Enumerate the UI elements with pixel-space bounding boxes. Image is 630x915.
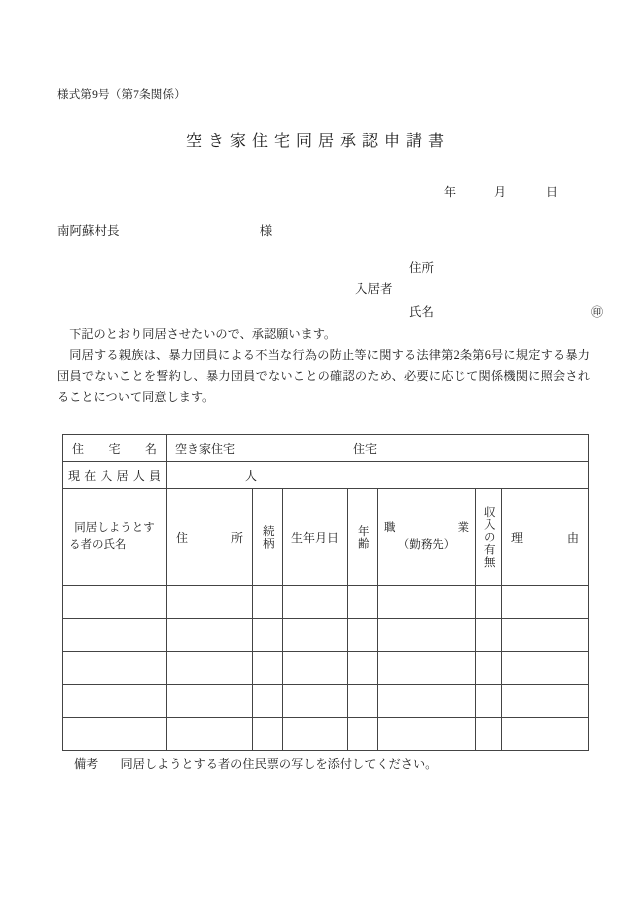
- cell-age[interactable]: [348, 685, 378, 718]
- remarks-line: [62, 755, 437, 772]
- applicant-spacer-row: [355, 279, 595, 301]
- cell-address[interactable]: [167, 718, 253, 751]
- remarks-label: 備考: [74, 757, 99, 771]
- remarks-text: 同居しようとする者の住民票の写しを添付してください。: [120, 757, 438, 771]
- table-column-header-row: [63, 489, 589, 586]
- current-residents-label-char-2: 在: [84, 468, 97, 483]
- cell-income[interactable]: [476, 619, 502, 652]
- cell-age[interactable]: [348, 586, 378, 619]
- housing-name-value-prefix: 空き家住宅: [175, 441, 236, 456]
- applicant-group-label: 入居者: [355, 282, 393, 296]
- body-paragraph-2: 同居する親族は、暴力団員による不当な行為の防止等に関する法律第2条第6号に規定する暴力団員でないことを誓約し、暴力団員でないことの確認のため、必要に応じて関係機関に照会されることについて同意します。: [57, 348, 590, 404]
- column-header-name-line2: [63, 537, 166, 554]
- table-row: [63, 685, 589, 718]
- column-header-name-line2-text: る者の氏名: [69, 539, 127, 551]
- date-month-label: 月: [493, 185, 506, 199]
- cell-occupation[interactable]: [378, 685, 476, 718]
- cell-relation[interactable]: [253, 685, 283, 718]
- cell-birthdate[interactable]: [283, 619, 348, 652]
- column-header-reason: [502, 489, 589, 586]
- cell-occupation[interactable]: [378, 619, 476, 652]
- cell-relation[interactable]: [253, 619, 283, 652]
- current-residents-label-char-5: 人: [132, 468, 145, 483]
- cell-address[interactable]: [167, 586, 253, 619]
- cell-name[interactable]: [63, 685, 167, 718]
- current-residents-label-char-6: 員: [148, 468, 161, 483]
- housing-name-label-char-1: 住: [72, 441, 85, 456]
- cell-income[interactable]: [476, 718, 502, 751]
- cell-reason[interactable]: [502, 619, 589, 652]
- body-paragraph-1: 下記のとおり同居させたいので、承認願います。: [69, 327, 337, 341]
- applicant-address-label: 住所: [409, 261, 435, 275]
- column-header-address-char-1: 住: [176, 530, 189, 545]
- column-header-income: [476, 489, 502, 586]
- column-header-name: [63, 489, 167, 586]
- cell-reason[interactable]: [502, 586, 589, 619]
- current-residents-label-char-4: 居: [116, 468, 129, 483]
- table-row-current-residents: [63, 462, 589, 489]
- table-row: [63, 586, 589, 619]
- housing-name-label-char-3: 名: [144, 441, 157, 456]
- date-line: [444, 183, 558, 200]
- current-residents-value-cell[interactable]: [167, 462, 589, 489]
- housing-name-value-suffix: 住宅: [353, 441, 378, 456]
- date-day-label: 日: [545, 185, 558, 199]
- column-header-occupation-char-2: 業: [457, 522, 469, 534]
- column-header-relation-text: 続柄: [261, 524, 274, 550]
- housing-name-value-cell[interactable]: [167, 435, 589, 462]
- column-header-name-line1: 同居しようとす: [74, 522, 155, 534]
- cell-age[interactable]: [348, 619, 378, 652]
- date-year-label: 年: [443, 185, 456, 199]
- cell-age[interactable]: [348, 718, 378, 751]
- cell-birthdate[interactable]: [283, 685, 348, 718]
- column-header-birthdate-text: 生年月日: [290, 530, 339, 545]
- body-text: [57, 324, 590, 408]
- cell-address[interactable]: [167, 685, 253, 718]
- addressee-line: [57, 221, 272, 239]
- current-residents-label-cell: [63, 462, 167, 489]
- applicant-name-row: [355, 301, 603, 323]
- column-header-age-text: 年齢: [356, 524, 369, 550]
- cell-income[interactable]: [476, 586, 502, 619]
- cell-relation[interactable]: [253, 652, 283, 685]
- column-header-address: [167, 489, 253, 586]
- cell-name[interactable]: [63, 718, 167, 751]
- cell-name[interactable]: [63, 652, 167, 685]
- current-residents-label-char-1: 現: [68, 468, 81, 483]
- column-header-birthdate: [283, 489, 348, 586]
- cell-occupation[interactable]: [378, 652, 476, 685]
- column-header-occupation: [378, 489, 476, 586]
- addressee-honorific: 様: [259, 224, 273, 238]
- cell-address[interactable]: [167, 619, 253, 652]
- cell-birthdate[interactable]: [283, 586, 348, 619]
- addressee-name: 南阿蘇村長: [57, 224, 120, 238]
- cell-reason[interactable]: [502, 685, 589, 718]
- cell-reason[interactable]: [502, 718, 589, 751]
- cell-birthdate[interactable]: [283, 718, 348, 751]
- page-title: 空き家住宅同居承認申請書: [185, 133, 450, 150]
- column-header-occupation-line1: [378, 520, 475, 537]
- applicant-block: [355, 257, 603, 323]
- current-residents-label-char-3: 入: [100, 468, 113, 483]
- cell-income[interactable]: [476, 652, 502, 685]
- cell-age[interactable]: [348, 652, 378, 685]
- column-header-age: [348, 489, 378, 586]
- column-header-income-text: 収入の有無: [482, 505, 495, 569]
- applicant-name-label: 氏名: [409, 305, 435, 319]
- cell-address[interactable]: [167, 652, 253, 685]
- cell-relation[interactable]: [253, 586, 283, 619]
- table-row-housing-name: [63, 435, 589, 462]
- housing-name-label-cell: [63, 435, 167, 462]
- cell-income[interactable]: [476, 685, 502, 718]
- housing-name-label-char-2: 宅: [108, 441, 121, 456]
- table-row: [63, 652, 589, 685]
- cell-occupation[interactable]: [378, 586, 476, 619]
- column-header-occupation-line2: （勤務先）: [397, 539, 456, 551]
- cell-relation[interactable]: [253, 718, 283, 751]
- current-residents-unit: 人: [245, 468, 258, 483]
- column-header-address-char-2: 所: [230, 530, 243, 545]
- form-number: 様式第9号（第7条関係）: [57, 89, 186, 101]
- column-header-reason-char-1: 理: [511, 530, 524, 545]
- cell-reason[interactable]: [502, 652, 589, 685]
- seal-icon: ㊞: [590, 305, 603, 319]
- table-row: [63, 619, 589, 652]
- column-header-occupation-char-1: 職: [384, 522, 396, 534]
- cell-occupation[interactable]: [378, 718, 476, 751]
- applicant-address-row: [355, 257, 595, 279]
- column-header-reason-char-2: 由: [567, 530, 580, 545]
- cell-name[interactable]: [63, 619, 167, 652]
- column-header-relation: [253, 489, 283, 586]
- cell-birthdate[interactable]: [283, 652, 348, 685]
- applicant-details-table: [62, 434, 589, 751]
- cell-name[interactable]: [63, 586, 167, 619]
- table-row: [63, 718, 589, 751]
